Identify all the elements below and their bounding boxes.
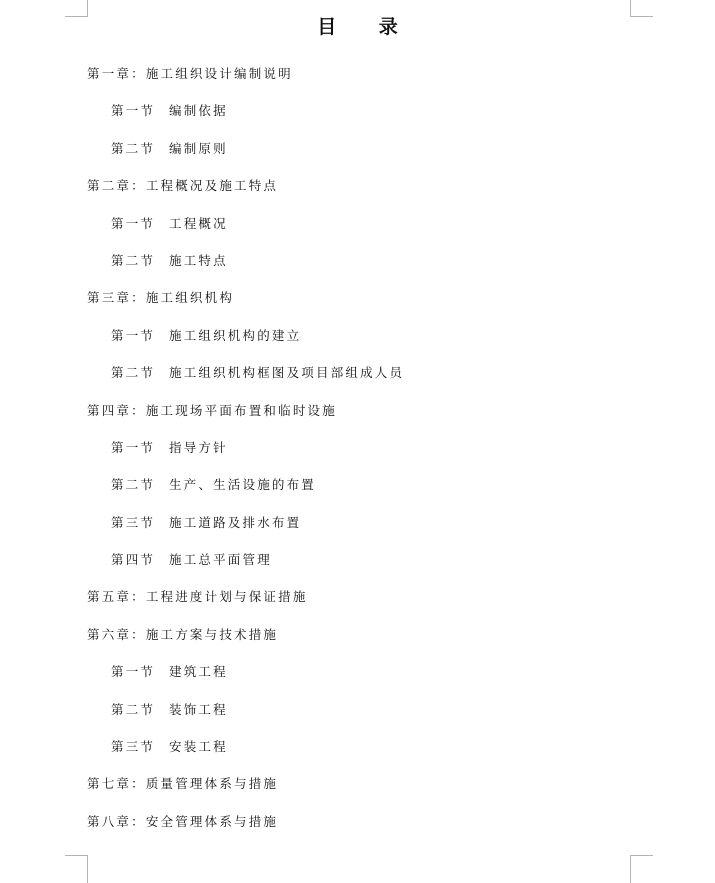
toc-entry-number: 第二章： (87, 178, 146, 194)
toc-chapter-entry[interactable] (87, 286, 627, 323)
toc-entry-number: 第三节 (111, 739, 156, 755)
toc-chapter-entry[interactable] (87, 623, 627, 660)
crop-mark-bottom-left (65, 855, 88, 883)
table-of-contents (87, 62, 627, 847)
toc-entry-text: 施工总平面管理 (169, 552, 272, 568)
toc-entry-number: 第七章： (87, 776, 146, 792)
toc-section-entry[interactable] (87, 511, 627, 548)
toc-entry-number: 第二节 (111, 365, 156, 381)
toc-entry-text: 工程进度计划与保证措施 (145, 589, 308, 605)
toc-entry-text: 施工现场平面布置和临时设施 (145, 402, 337, 418)
toc-entry-text: 施工方案与技术措施 (145, 626, 279, 642)
toc-section-entry[interactable] (87, 436, 627, 473)
toc-section-entry[interactable] (87, 212, 627, 249)
toc-entry-text: 工程概况 (169, 215, 228, 231)
toc-entry-text: 工程概况及施工特点 (145, 178, 279, 194)
toc-chapter-entry[interactable] (87, 62, 627, 99)
toc-chapter-entry[interactable] (87, 585, 627, 622)
toc-section-entry[interactable] (87, 324, 627, 361)
toc-chapter-entry[interactable] (87, 810, 627, 847)
toc-entry-number: 第八章： (87, 813, 146, 829)
toc-entry-number: 第二节 (111, 140, 156, 156)
toc-section-entry[interactable] (87, 660, 627, 697)
toc-entry-text: 施工组织设计编制说明 (145, 66, 293, 81)
toc-entry-number: 第六章： (87, 626, 146, 642)
toc-entry-text: 质量管理体系与措施 (145, 776, 279, 792)
toc-entry-number: 第四章： (87, 402, 146, 418)
toc-entry-number: 第二节 (111, 477, 156, 493)
toc-entry-number: 第四节 (111, 552, 156, 568)
toc-chapter-entry[interactable] (87, 174, 627, 211)
toc-entry-text: 生产、生活设施的布置 (169, 477, 317, 493)
toc-entry-number: 第一节 (111, 439, 156, 455)
toc-entry-number: 第三节 (111, 514, 156, 530)
crop-mark-bottom-right (630, 855, 653, 883)
toc-section-entry[interactable] (87, 99, 627, 136)
toc-section-entry[interactable] (87, 473, 627, 510)
toc-entry-text: 建筑工程 (169, 664, 228, 680)
toc-entry-text: 施工特点 (169, 252, 228, 268)
toc-entry-number: 第一节 (111, 664, 156, 680)
toc-entry-text: 安装工程 (169, 739, 228, 755)
toc-entry-text: 装饰工程 (169, 701, 228, 717)
toc-section-entry[interactable] (87, 698, 627, 735)
toc-chapter-entry[interactable] (87, 772, 627, 809)
toc-entry-number: 第五章： (87, 589, 146, 605)
toc-entry-number: 第一节 (111, 327, 156, 343)
toc-entry-number: 第三章： (87, 290, 146, 306)
toc-entry-text: 指导方针 (169, 439, 228, 455)
toc-entry-text: 施工道路及排水布置 (169, 514, 302, 530)
toc-entry-number: 第一节 (111, 103, 156, 119)
toc-entry-text: 安全管理体系与措施 (145, 813, 279, 829)
toc-entry-number: 第二节 (111, 252, 156, 268)
toc-section-entry[interactable] (87, 361, 627, 398)
toc-entry-number: 第一章： (87, 66, 146, 81)
toc-section-entry[interactable] (87, 137, 627, 174)
toc-title: 目 录 (317, 16, 416, 38)
toc-entry-text: 施工组织机构 (145, 290, 235, 306)
toc-chapter-entry[interactable] (87, 399, 627, 436)
toc-section-entry[interactable] (87, 249, 627, 286)
toc-entry-text: 编制原则 (169, 140, 228, 156)
toc-section-entry[interactable] (87, 548, 627, 585)
toc-entry-number: 第二节 (111, 701, 156, 717)
toc-section-entry[interactable] (87, 735, 627, 772)
toc-entry-text: 施工组织机构的建立 (169, 327, 302, 343)
toc-entry-text: 施工组织机构框图及项目部组成人员 (169, 365, 405, 381)
toc-entry-number: 第一节 (111, 215, 156, 231)
toc-entry-text: 编制依据 (169, 103, 228, 119)
